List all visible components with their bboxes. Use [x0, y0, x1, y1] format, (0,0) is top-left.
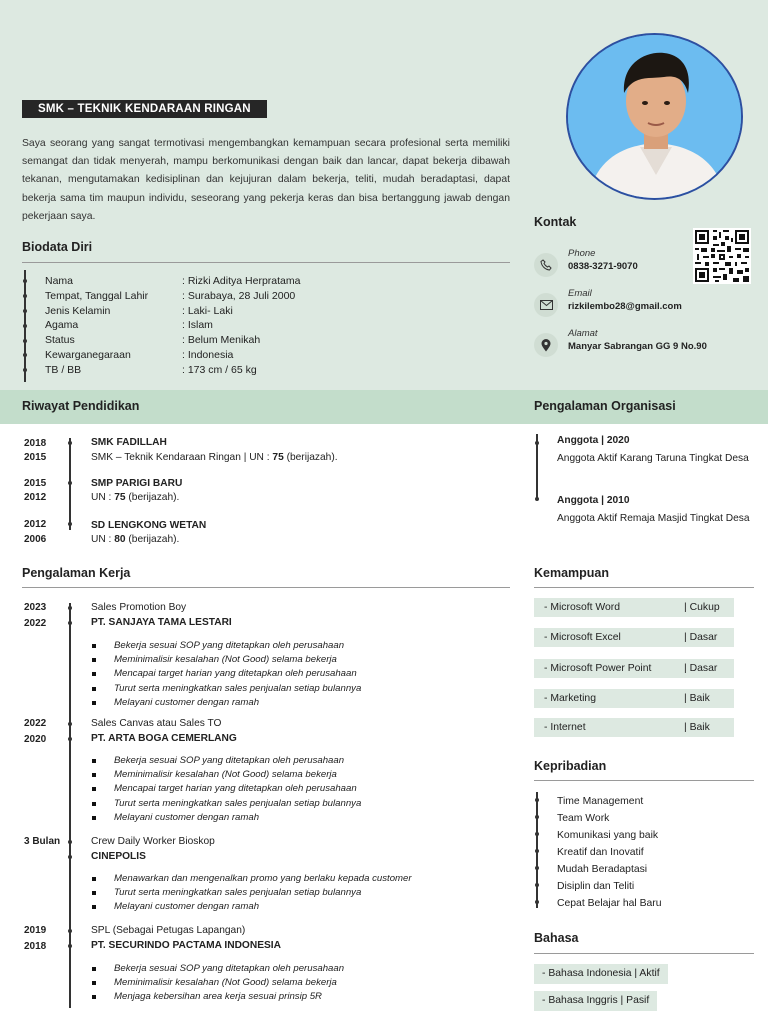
edu-desc-prefix: SMK – Teknik Kendaraan Ringan | UN : [91, 452, 273, 463]
work-title: Pengalaman Kerja [22, 566, 131, 580]
duty-item: Meminimalisir kesalahan (Not Good) selama bekerja [91, 653, 501, 667]
timeline-dot [535, 866, 539, 870]
edu-desc [91, 492, 179, 503]
organization-title: Pengalaman Organisasi [534, 399, 676, 413]
timeline-dot [23, 353, 27, 357]
timeline-dot [23, 279, 27, 283]
bio-label: Jenis Kelamin [45, 304, 111, 317]
skill-name: - Microsoft Power Point [544, 663, 652, 674]
contact-email [534, 288, 764, 322]
job-duties [91, 962, 501, 1005]
org-desc: Anggota Aktif Remaja Masjid Tingkat Desa [557, 513, 750, 524]
timeline-dot [68, 481, 72, 485]
job-duties [91, 754, 501, 825]
org-head: Anggota | 2010 [557, 495, 630, 506]
duty-item: Turut serta meningkatkan sales penjualan setiap bulannya [91, 682, 501, 696]
duty-item: Menawarkan dan mengenalkan promo yang berlaku kepada customer [91, 872, 501, 886]
biodata-title: Biodata Diri [22, 240, 93, 254]
timeline-dot [68, 441, 72, 445]
education-title: Riwayat Pendidikan [22, 399, 140, 413]
skill-level: | Dasar [684, 632, 718, 643]
org-desc: Anggota Aktif Karang Taruna Tingkat Desa [557, 453, 749, 464]
personality-list [557, 793, 662, 912]
bio-label: Kewarganegaraan [45, 348, 131, 361]
bio-label: Tempat, Tanggal Lahir [45, 289, 149, 302]
biodata-row-religion [45, 318, 300, 333]
biodata-row-birth [45, 289, 300, 304]
edu-year-end: 2015 [24, 478, 47, 489]
timeline-dot [23, 368, 27, 372]
bio-value: : 173 cm / 65 kg [182, 363, 257, 376]
duty-item: Bekerja sesuai SOP yang ditetapkan oleh perusahaan [91, 962, 501, 976]
duty-item: Mencapai target harian yang ditetapkan oleh perusahaan [91, 782, 501, 796]
personality-item: Team Work [557, 813, 610, 824]
bio-value: : Laki- Laki [182, 304, 233, 317]
duty-item: Meminimalisir kesalahan (Not Good) selama bekerja [91, 976, 501, 990]
personality-item: Kreatif dan Inovatif [557, 847, 644, 858]
phone-label: Phone [568, 248, 596, 259]
language-item: - Bahasa Inggris | Pasif [534, 991, 657, 1011]
timeline-dot [23, 309, 27, 313]
personality-title: Kepribadian [534, 759, 607, 773]
bio-value: : Rizki Aditya Herpratama [182, 275, 301, 287]
edu-school: SD LENGKONG WETAN [91, 520, 207, 531]
skill-item [534, 689, 734, 708]
bio-label: Agama [45, 319, 79, 332]
job-role: Sales Promotion Boy [91, 602, 187, 613]
biodata-row-status [45, 333, 300, 348]
timeline-dot [68, 621, 72, 625]
duty-item: Mencapai target harian yang ditetapkan oleh perusahaan [91, 667, 501, 681]
duty-item: Meminimalisir kesalahan (Not Good) selama bekerja [91, 768, 501, 782]
personality-divider [534, 780, 754, 781]
org-head: Anggota | 2020 [557, 435, 630, 446]
skill-name: - Marketing [544, 693, 596, 704]
timeline-dot [535, 497, 539, 501]
timeline-dot [68, 855, 72, 859]
edu-desc-prefix: UN : [91, 534, 115, 545]
job-role: SPL (Sebagai Petugas Lapangan) [91, 925, 246, 936]
email-value[interactable]: rizkilembo28@gmail.com [568, 301, 682, 312]
edu-school: SMK FADILLAH [91, 437, 167, 448]
job-year-end: 2022 [24, 718, 47, 729]
edu-year-end: 2012 [24, 519, 47, 530]
qr-code-icon [693, 228, 751, 284]
edu-year-start: 2015 [24, 452, 47, 463]
timeline-dot [535, 900, 539, 904]
bio-label: Nama [45, 275, 74, 287]
timeline-dot [68, 840, 72, 844]
bio-label: Status [45, 334, 75, 347]
edu-year-start: 2006 [24, 534, 47, 545]
language-item: - Bahasa Indonesia | Aktif [534, 964, 668, 984]
language-title: Bahasa [534, 931, 579, 945]
biodata-row-name [45, 274, 300, 289]
duty-item: Bekerja sesuai SOP yang ditetapkan oleh perusahaan [91, 754, 501, 768]
duty-item: Bekerja sesuai SOP yang ditetapkan oleh perusahaan [91, 639, 501, 653]
contact-title: Kontak [534, 215, 577, 229]
timeline-dot [68, 737, 72, 741]
duty-item: Melayani customer dengan ramah [91, 811, 501, 825]
job-duration: 3 Bulan [24, 836, 61, 847]
address-value: Manyar Sabrangan GG 9 No.90 [568, 341, 707, 352]
edu-year-start: 2012 [24, 492, 47, 503]
biodata-row-gender [45, 304, 300, 319]
job-company: PT. SECURINDO PACTAMA INDONESIA [91, 940, 281, 951]
job-year-start: 2020 [24, 734, 47, 745]
work-divider [22, 587, 510, 588]
timeline-dot [68, 722, 72, 726]
skill-item [534, 718, 734, 737]
edu-desc-suffix: (berijazah). [125, 492, 180, 503]
timeline-dot [535, 798, 539, 802]
edu-desc-suffix: (berijazah). [125, 534, 180, 545]
job-duties [91, 639, 501, 710]
edu-year-end: 2018 [24, 438, 47, 449]
personality-item: Cepat Belajar hal Baru [557, 898, 662, 909]
skill-item [534, 628, 734, 647]
skills-title: Kemampuan [534, 566, 610, 580]
timeline-dot [535, 849, 539, 853]
skill-item [534, 659, 734, 678]
skills-divider [534, 587, 754, 588]
personality-item: Komunikasi yang baik [557, 830, 659, 841]
location-pin-icon [534, 333, 558, 357]
edu-score: 80 [114, 534, 126, 545]
email-icon [534, 293, 558, 317]
timeline-dot [68, 929, 72, 933]
job-company: PT. SANJAYA TAMA LESTARI [91, 617, 232, 628]
skill-level: | Cukup [684, 602, 720, 613]
phone-icon [534, 253, 558, 277]
biodata-row-height-weight [45, 363, 300, 378]
edu-school: SMP PARIGI BARU [91, 478, 183, 489]
job-role: Sales Canvas atau Sales TO [91, 718, 222, 729]
duty-item: Menjaga kebersihan area kerja sesuai prinsip 5R [91, 990, 501, 1004]
duty-item: Melayani customer dengan ramah [91, 696, 501, 710]
timeline-dot [535, 441, 539, 445]
skill-name: - Internet [544, 722, 586, 733]
personality-item: Disiplin dan Teliti [557, 881, 635, 892]
biodata-list [45, 274, 300, 378]
bio-label: TB / BB [45, 363, 82, 376]
edu-desc [91, 452, 338, 463]
timeline-dot [23, 324, 27, 328]
job-duties [91, 872, 501, 915]
personality-item: Mudah Beradaptasi [557, 864, 648, 875]
duty-item: Melayani customer dengan ramah [91, 900, 501, 914]
bio-value: : Islam [182, 319, 213, 332]
edu-desc-prefix: UN : [91, 492, 115, 503]
biodata-divider [22, 262, 510, 263]
bio-value: : Surabaya, 28 Juli 2000 [182, 289, 296, 302]
skill-level: | Dasar [684, 663, 718, 674]
edu-desc [91, 534, 179, 545]
job-year-end: 2023 [24, 602, 47, 613]
major-badge: SMK – TEKNIK KENDARAAN RINGAN [22, 100, 267, 118]
timeline-dot [23, 339, 27, 343]
timeline-dot [535, 883, 539, 887]
contact-address [534, 328, 764, 362]
profile-photo [566, 33, 743, 200]
profile-summary: Saya seorang yang sangat termotivasi mengembangkan kemampuan secara profesional serta memiliki semangat dan tidak menyerah, mampu berkomunikasi dengan baik dan lancar, dapat bekerja dibawah tekanan, mengutamakan kedisiplinan dan kejujuran dalam bekerja, teliti, mudah beradaptasi, dapat bekerja sama tim maupun individu, seseorang yang pekerja keras dan bisa bertanggung jawab dengan pekerjaan saya. [22, 138, 510, 222]
job-year-start: 2022 [24, 618, 47, 629]
job-role: Crew Daily Worker Bioskop [91, 836, 215, 847]
skill-level: | Baik [684, 722, 710, 733]
edu-score: 75 [272, 452, 284, 463]
skill-level: | Baik [684, 693, 710, 704]
bio-value: : Indonesia [182, 348, 234, 361]
language-divider [534, 953, 754, 954]
skill-item [534, 598, 734, 617]
address-label: Alamat [568, 328, 598, 339]
timeline-dot [535, 832, 539, 836]
phone-value[interactable]: 0838-3271-9070 [568, 261, 638, 272]
timeline-dot [23, 294, 27, 298]
timeline-dot [68, 522, 72, 526]
job-company: CINEPOLIS [91, 851, 146, 862]
bio-value: : Belum Menikah [182, 334, 261, 347]
edu-score: 75 [114, 492, 126, 503]
job-year-start: 2018 [24, 941, 47, 952]
personality-item: Time Management [557, 796, 644, 807]
skill-name: - Microsoft Word [544, 602, 621, 613]
edu-desc-suffix: (berijazah). [283, 452, 338, 463]
duty-item: Turut serta meningkatkan sales penjualan setiap bulannya [91, 886, 501, 900]
timeline-dot [535, 815, 539, 819]
duty-item: Turut serta meningkatkan sales penjualan setiap bulannya [91, 797, 501, 811]
timeline-dot [68, 606, 72, 610]
person-portrait-icon [568, 35, 743, 200]
job-year-end: 2019 [24, 925, 47, 936]
job-company: PT. ARTA BOGA CEMERLANG [91, 733, 237, 744]
biodata-row-nationality [45, 348, 300, 363]
timeline-dot [68, 944, 72, 948]
skill-name: - Microsoft Excel [544, 632, 621, 643]
email-label: Email [568, 288, 592, 299]
